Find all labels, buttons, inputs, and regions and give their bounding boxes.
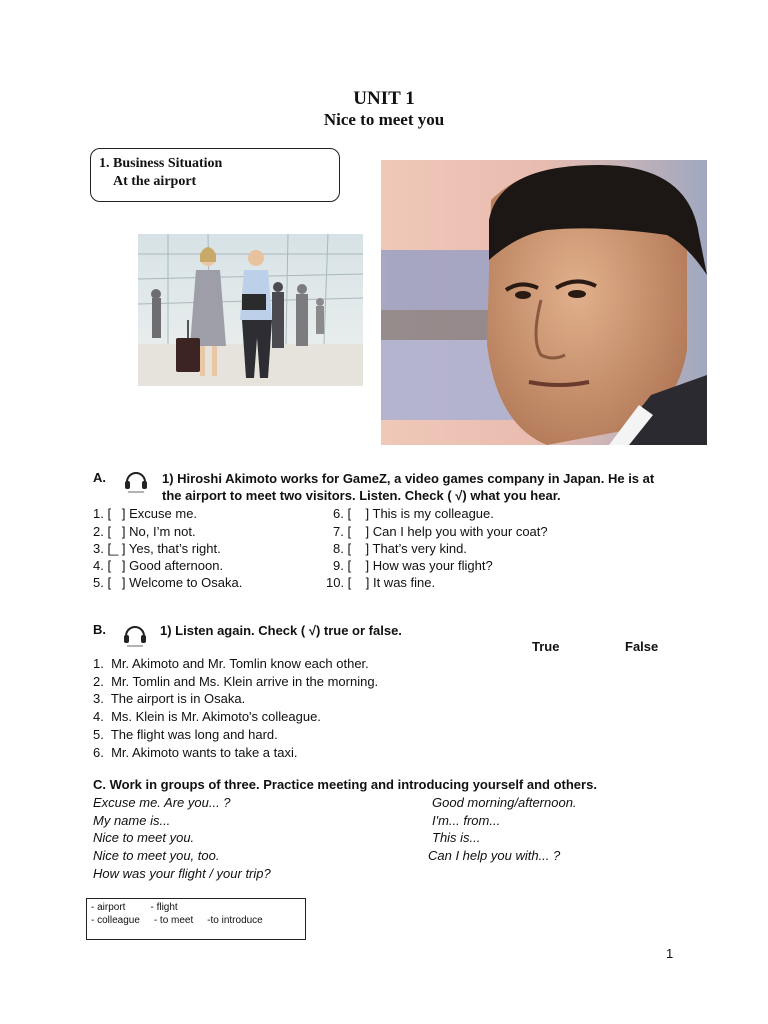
section-a-label: A. (93, 470, 106, 485)
phrase-left: Nice to meet you, too. (93, 848, 220, 863)
phrase-left: My name is... (93, 813, 171, 828)
page-number: 1 (666, 946, 674, 961)
listen-item[interactable]: 8. [ ] That’s very kind. (333, 541, 467, 556)
section-b-label: B. (93, 622, 106, 637)
listen-item[interactable]: 6. [ ] This is my colleague. (333, 506, 494, 521)
statement-item[interactable]: 5. The flight was long and hard. (93, 727, 278, 742)
section-b-instruction: 1) Listen again. Check ( √) true or false. (160, 623, 402, 638)
vocabulary-row: - colleague - to meet -to introduce (91, 915, 263, 926)
businessman-portrait-photo (381, 160, 707, 445)
headphones-icon[interactable] (123, 468, 149, 494)
phrase-left: Nice to meet you. (93, 830, 195, 845)
unit-subtitle: Nice to meet you (323, 110, 445, 129)
statement-item[interactable]: 1. Mr. Akimoto and Mr. Tomlin know each other. (93, 656, 369, 671)
listen-item[interactable]: 9. [ ] How was your flight? (333, 558, 493, 573)
false-column-header: False (625, 639, 659, 654)
listen-item[interactable]: 3. [_ ] Yes, that’s right. (93, 541, 221, 556)
phrase-right: Can I help you with... ? (428, 848, 561, 863)
listen-item[interactable]: 5. [ ] Welcome to Osaka. (93, 575, 243, 590)
situation-subheading: At the airport (113, 174, 197, 189)
vocabulary-row: - airport - flight (91, 902, 178, 913)
statement-item[interactable]: 2. Mr. Tomlin and Ms. Klein arrive in the morning. (93, 674, 379, 689)
unit-title: UNIT 1 (353, 88, 415, 109)
listen-item[interactable]: 2. [ ] No, I’m not. (93, 524, 196, 539)
statement-item[interactable]: 4. Ms. Klein is Mr. Akimoto's colleague. (93, 709, 321, 724)
listen-item[interactable]: 10. [ ] It was fine. (326, 575, 436, 590)
statement-item[interactable]: 6. Mr. Akimoto wants to take a taxi. (93, 745, 298, 760)
vocabulary-box (86, 898, 306, 940)
phrase-right: Good morning/afternoon. (432, 795, 577, 810)
phrase-right: This is... (432, 830, 481, 845)
business-situation-box (90, 148, 340, 202)
listen-item[interactable]: 7. [ ] Can I help you with your coat? (333, 524, 548, 539)
phrase-right: I'm... from... (432, 813, 501, 828)
situation-heading: 1. Business Situation (99, 156, 223, 171)
section-a-instruction-line1: 1) Hiroshi Akimoto works for GameZ, a video games company in Japan. He is at (162, 471, 655, 486)
listen-item[interactable]: 1. [ ] Excuse me. (93, 506, 198, 521)
phrase-left: How was your flight / your trip? (93, 866, 271, 881)
statement-item[interactable]: 3. The airport is in Osaka. (93, 691, 246, 706)
headphones-icon[interactable] (122, 622, 148, 648)
section-c-instruction: C. Work in groups of three. Practice meeting and introducing yourself and others. (93, 777, 597, 792)
section-a-instruction-line2: the airport to meet two visitors. Listen. Check ( √) what you hear. (162, 488, 561, 503)
airport-photo (138, 234, 363, 386)
listen-item[interactable]: 4. [ ] Good afternoon. (93, 558, 224, 573)
true-column-header: True (532, 639, 560, 654)
phrase-left: Excuse me. Are you... ? (93, 795, 231, 810)
